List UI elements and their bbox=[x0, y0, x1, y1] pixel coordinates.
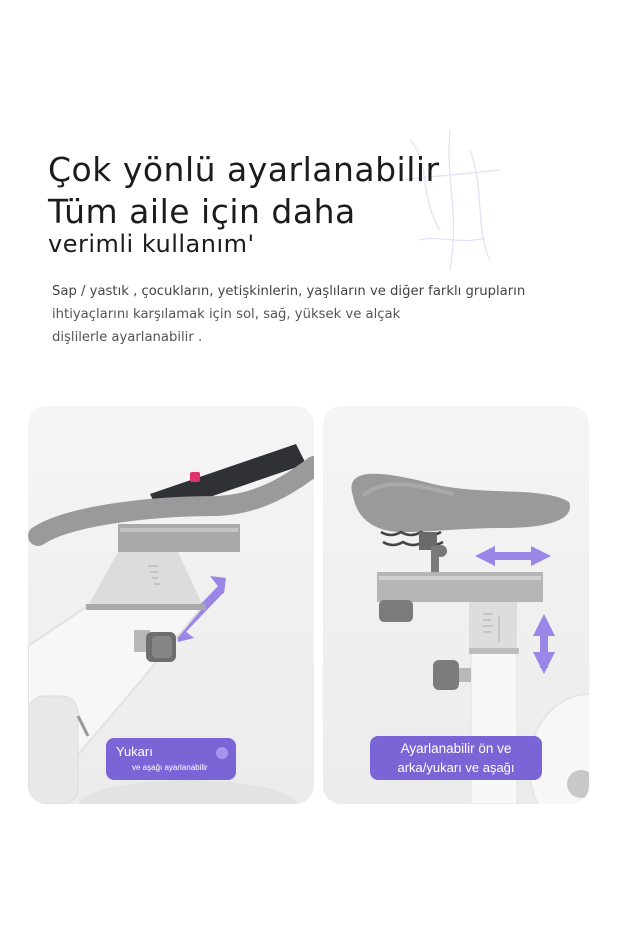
handlebar-caption-subtitle: ve aşağı ayarlanabilir bbox=[132, 763, 208, 772]
seat-caption-line-2: arka/yukarı ve aşağı bbox=[397, 760, 515, 775]
handlebar-caption bbox=[106, 738, 236, 780]
front-knob bbox=[379, 600, 413, 622]
height-knob bbox=[433, 660, 459, 690]
headline-line-1: Çok yönlü ayarlanabilir bbox=[48, 150, 440, 189]
description-line-1: Sap / yastık , çocukların, yetişkinlerin, yaşlıların ve diğer farklı grupların bbox=[52, 284, 526, 299]
handlebar-adjust-panel bbox=[28, 406, 314, 804]
description-line-2: ihtiyaçlarını karşılamak için sol, sağ, yüksek ve alçak bbox=[52, 307, 401, 322]
calligraphy-watermark bbox=[390, 120, 510, 290]
caption-dot bbox=[216, 747, 228, 759]
handlebar-caption-title: Yukarı bbox=[116, 744, 153, 759]
seat-caption bbox=[370, 736, 542, 780]
saddle bbox=[351, 474, 570, 532]
handlebar-stem bbox=[88, 552, 203, 606]
seat-adjust-panel bbox=[323, 406, 589, 804]
seat-tube bbox=[471, 650, 517, 804]
headline-line-3: verimli kullanım' bbox=[48, 230, 255, 258]
seat-post bbox=[469, 602, 517, 652]
left-right-arrow-icon bbox=[475, 546, 551, 566]
headline-line-2: Tüm aile için daha bbox=[48, 192, 356, 231]
seat-caption-line-1: Ayarlanabilir ön ve bbox=[400, 741, 512, 756]
up-down-arrow-icon bbox=[533, 614, 555, 674]
description-line-3: dişlilerle ayarlanabilir . bbox=[52, 330, 203, 345]
